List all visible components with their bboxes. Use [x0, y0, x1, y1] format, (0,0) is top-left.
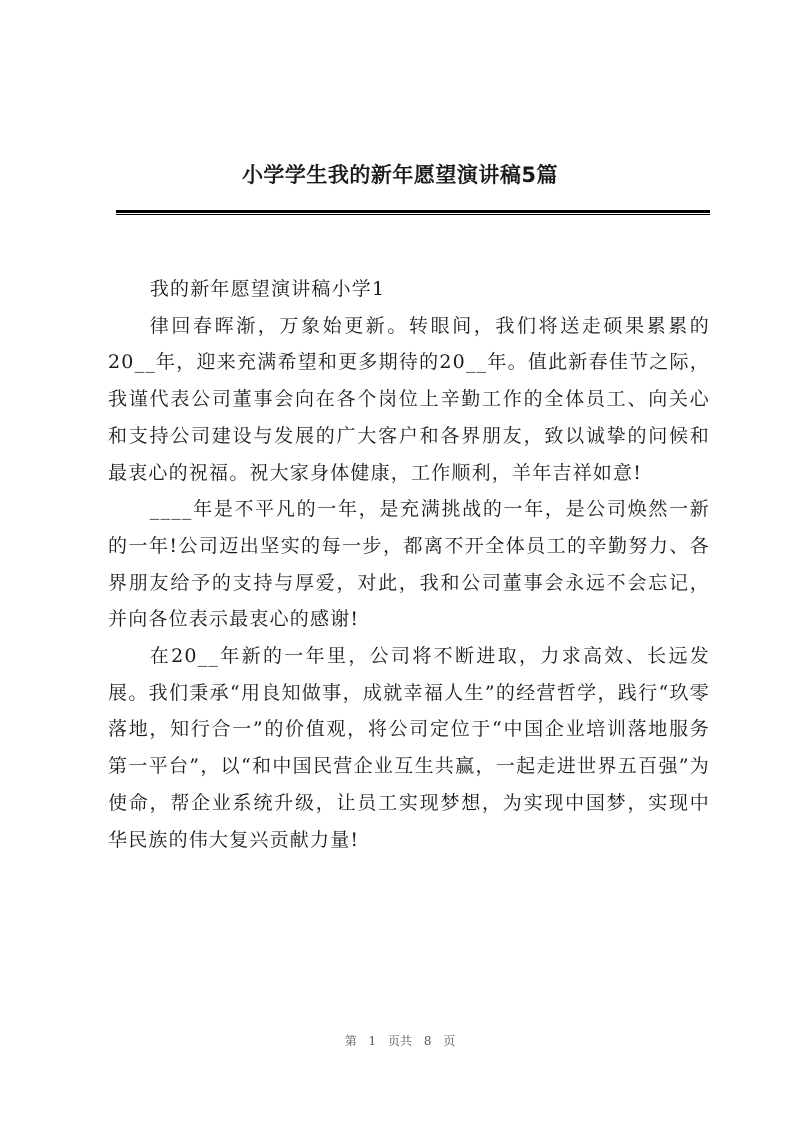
body-paragraph: ____年是不平凡的一年，是充满挑战的一年，是公司焕然一新的一年!公司迈出坚实的每一步，都离不开全体员工的辛勤努力、各界朋友给予的支持与厚爱，对此，我和公司董事会永远不会忘记，并向各位表示最衷心的感谢!: [108, 498, 710, 631]
section-heading: 我的新年愿望演讲稿小学1: [149, 278, 386, 300]
page-number: 第 1 页共 8 页: [344, 1034, 456, 1048]
body-paragraph: 在20__年新的一年里，公司将不断进取，力求高效、长远发展。我们秉承“用良知做事，成就幸福人生”的经营哲学，践行“玖零落地，知行合一”的价值观，将公司定位于“中国企业培训落地服务第一平台”，以“和中国民营企业互生共赢，一起走进世界五百强”为使命，帮企业系统升级，让员工实现梦想，为实现中国梦，实现中华民族的伟大复兴贡献力量!: [108, 645, 710, 851]
document-body: [108, 271, 710, 858]
document-title: 小学学生我的新年愿望演讲稿5篇: [241, 163, 559, 187]
title-divider: [116, 210, 710, 215]
body-paragraph: 律回春晖渐，万象始更新。转眼间，我们将送走硕果累累的20__年，迎来充满希望和更多期待的20__年。值此新春佳节之际，我谨代表公司董事会向在各个岗位上辛勤工作的全体员工、向关心和支持公司建设与发展的广大客户和各界朋友，致以诚挚的问候和最衷心的祝福。祝大家身体健康，工作顺利，羊年吉祥如意!: [108, 314, 710, 484]
